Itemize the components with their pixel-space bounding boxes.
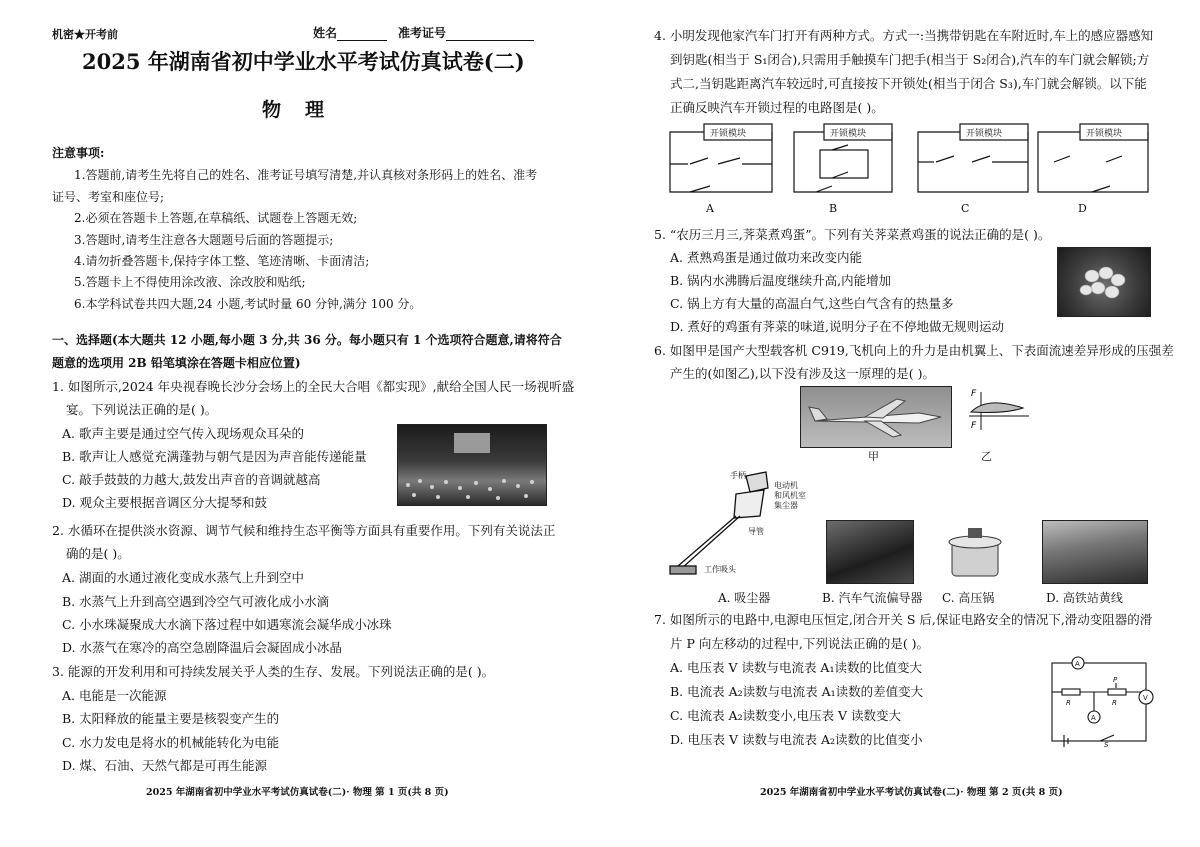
vacuum-label: 手柄 [730,471,746,480]
q2-stem: 2. 水循环在提供淡水资源、调节气候和维持生态平衡等方面具有重要作用。下列有关说法正 [52,523,556,538]
q7-stem: 片 P 向左移动的过程中,下列说法正确的是( )。 [670,636,930,651]
q7-option: D. 电压表 V 读数与电流表 A₂读数的比值变小 [670,732,923,747]
module-label: 开锁模块 [1086,129,1123,139]
q7-option: B. 电流表 A₂读数与电流表 A₁读数的差值变大 [670,684,924,699]
caption-a: A [706,202,714,215]
q6-stem: 产生的(如图乙),以下没有涉及这一原理的是( )。 [670,366,935,381]
exam-id-label: 准考证号 [398,26,447,40]
note-line: 2.必须在答题卡上答题,在草稿纸、试题卷上答题无效; [74,211,358,225]
q4-stem: 4. 小明发现他家汽车门打开有两种方式。方式一:当携带钥匙在车附近时,车上的感应器感知 [654,28,1154,43]
q6-option: B. 汽车气流偏导器 [822,591,923,605]
q2-option: D. 水蒸气在寒冷的高空急剧降温后会凝固成小冰晶 [62,640,343,655]
note-line: 5.答题卡上不得使用涂改液、涂改胶和贴纸; [74,275,306,289]
module-label: 开锁模块 [710,129,747,139]
q7-stem: 7. 如图所示的电路中,电源电压恒定,闭合开关 S 后,保证电路安全的情况下,滑动变阻器的滑 [654,612,1153,627]
caption-b: B [829,202,838,215]
page-footer: 2025 年湖南省初中学业水平考试仿真试卷(二)· 物理 第 2 页(共 8 页) [760,787,1063,798]
q5-option: D. 煮好的鸡蛋有荠菜的味道,说明分子在不停地做无规则运动 [670,319,1004,334]
q2-option: A. 湖面的水通过液化变成水蒸气上升到空中 [62,570,304,585]
car-spoiler-photo [826,520,914,584]
note-line: 证号、考室和座位号; [52,190,165,204]
q3-option: A. 电能是一次能源 [62,688,167,703]
concert-photo-art [398,425,546,505]
vacuum-label: 和风机室 [774,491,806,500]
note-line: 6.本学科试卷共四大题,24 小题,考试时量 60 分钟,满分 100 分。 [74,297,422,311]
subject-title: 物理 [262,99,349,121]
fig-label-yi: 乙 [981,450,992,463]
circuit-label: A [1075,660,1080,668]
circuit-label: S [1104,741,1109,749]
q3-option: D. 煤、石油、天然气都是可再生能源 [62,758,268,773]
section-header: 题意的选项用 2B 铅笔填涂在答题卡相应位置) [52,356,301,370]
plane-art [801,387,951,447]
q7-option: C. 电流表 A₂读数变小,电压表 V 读数变大 [670,708,902,723]
wing-diagram [965,386,1035,436]
q2-option: C. 小水珠凝聚成大水滴下落过程中如遇寒流会凝华成小冰珠 [62,617,392,632]
caption-c: C [961,202,970,215]
q5-option: B. 锅内水沸腾后温度继续升高,内能增加 [670,273,892,288]
q2-option: B. 水蒸气上升到高空遇到冷空气可液化成小水滴 [62,594,330,609]
q1-stem: 宴。下列说法正确的是( )。 [66,402,218,417]
note-line: 4.请勿折叠答题卡,保持字体工整、笔迹清晰、卡面清洁; [74,254,370,268]
q3-stem: 3. 能源的开发利用和可持续发展关乎人类的生存、发展。下列说法正确的是( )。 [52,664,495,679]
q1-option: C. 敲手鼓鼓的力越大,鼓发出声音的音调就越高 [62,472,321,487]
caption-d: D [1078,202,1087,215]
eggs-photo-art [1058,248,1150,316]
q6-option: D. 高铁站黄线 [1046,591,1123,605]
q6-option: A. 吸尘器 [718,591,771,605]
vacuum-diagram [664,466,824,586]
q6-stem: 6. 如图甲是国产大型载客机 C919,飞机向上的升力是由机翼上、下表面流速差异形成的压强差 [654,343,1174,358]
q2-stem: 确的是( )。 [66,546,130,561]
notes-title: 注意事项: [52,146,105,160]
q1-option: D. 观众主要根据音调区分大提琴和鼓 [62,495,268,510]
c919-photo [800,386,952,448]
fig-label-jia: 甲 [868,450,879,463]
pressure-cooker-photo [938,520,1012,582]
circuit-label: A [1091,714,1096,722]
name-field [313,24,387,41]
circuit-label: V [1143,694,1148,702]
module-label: 开锁模块 [830,129,867,139]
eggs-photo [1057,247,1151,317]
module-label: 开锁模块 [966,129,1003,139]
name-label: 姓名 [313,26,338,40]
note-line: 3.答题时,请考生注意各大题题号后面的答题提示; [74,233,334,247]
vacuum-label: 集尘器 [774,501,798,510]
vacuum-label: 导管 [748,527,764,536]
q5-option: C. 锅上方有大量的高温白气,这些白气含有的热量多 [670,296,954,311]
q4-stem: 正确反映汽车开锁过程的电路图是( )。 [670,100,884,115]
q1-option: A. 歌声主要是通过空气传入现场观众耳朵的 [62,426,304,441]
q7-option: A. 电压表 V 读数与电流表 A₁读数的比值变大 [670,660,922,675]
confidential-mark: 机密★开考前 [52,28,118,41]
circuit-label: P [1113,676,1118,684]
q6-option: C. 高压锅 [942,591,995,605]
q3-option: B. 太阳释放的能量主要是核裂变产生的 [62,711,280,726]
force-label: F [971,421,977,431]
section-header: 一、选择题(本大题共 12 小题,每小题 3 分,共 36 分。每小题只有 1 个选项符合题意,请将符合 [52,333,562,347]
q3-option: C. 水力发电是将水的机械能转化为电能 [62,735,280,750]
railway-platform-photo [1042,520,1148,584]
concert-photo [397,424,547,506]
q5-stem: 5. “农历三月三,荠菜煮鸡蛋”。下列有关荠菜煮鸡蛋的说法正确的是( )。 [654,227,1051,242]
page-title: 2025 年湖南省初中学业水平考试仿真试卷(二) [82,49,525,74]
q7-circuit [1044,655,1164,750]
q5-option: A. 煮熟鸡蛋是通过做功来改变内能 [670,250,862,265]
exam-id-field [398,24,534,41]
q1-option: B. 歌声让人感觉充满蓬勃与朝气是因为声音能传递能量 [62,449,367,464]
note-line: 1.答题前,请考生先将自己的姓名、准考证号填写清楚,并认真核对条形码上的姓名、准考 [74,168,538,182]
q4-stem: 到钥匙(相当于 S₁闭合),只需用手触摸车门把手(相当于 S₂闭合),汽车的车门就会解锁;方 [670,52,1150,67]
q4-stem: 式二,当钥匙距离汽车较远时,可直接按下开锁处(相当于闭合 S₃),车门就会解锁。以下能 [670,76,1147,91]
q1-stem: 1. 如图所示,2024 年央视春晚长沙分会场上的全民大合唱《都实现》,献给全国人民一场视听盛 [52,379,575,394]
vacuum-label: 工作吸头 [704,565,736,574]
pressure-cooker-art [938,520,1012,582]
circuit-label: R [1066,699,1071,707]
vacuum-label: 电动机 [774,481,798,490]
page-footer: 2025 年湖南省初中学业水平考试仿真试卷(二)· 物理 第 1 页(共 8 页) [146,787,449,798]
force-label: F [971,389,977,399]
exam-page-2 [600,0,1200,847]
circuit-label: R [1112,699,1117,707]
